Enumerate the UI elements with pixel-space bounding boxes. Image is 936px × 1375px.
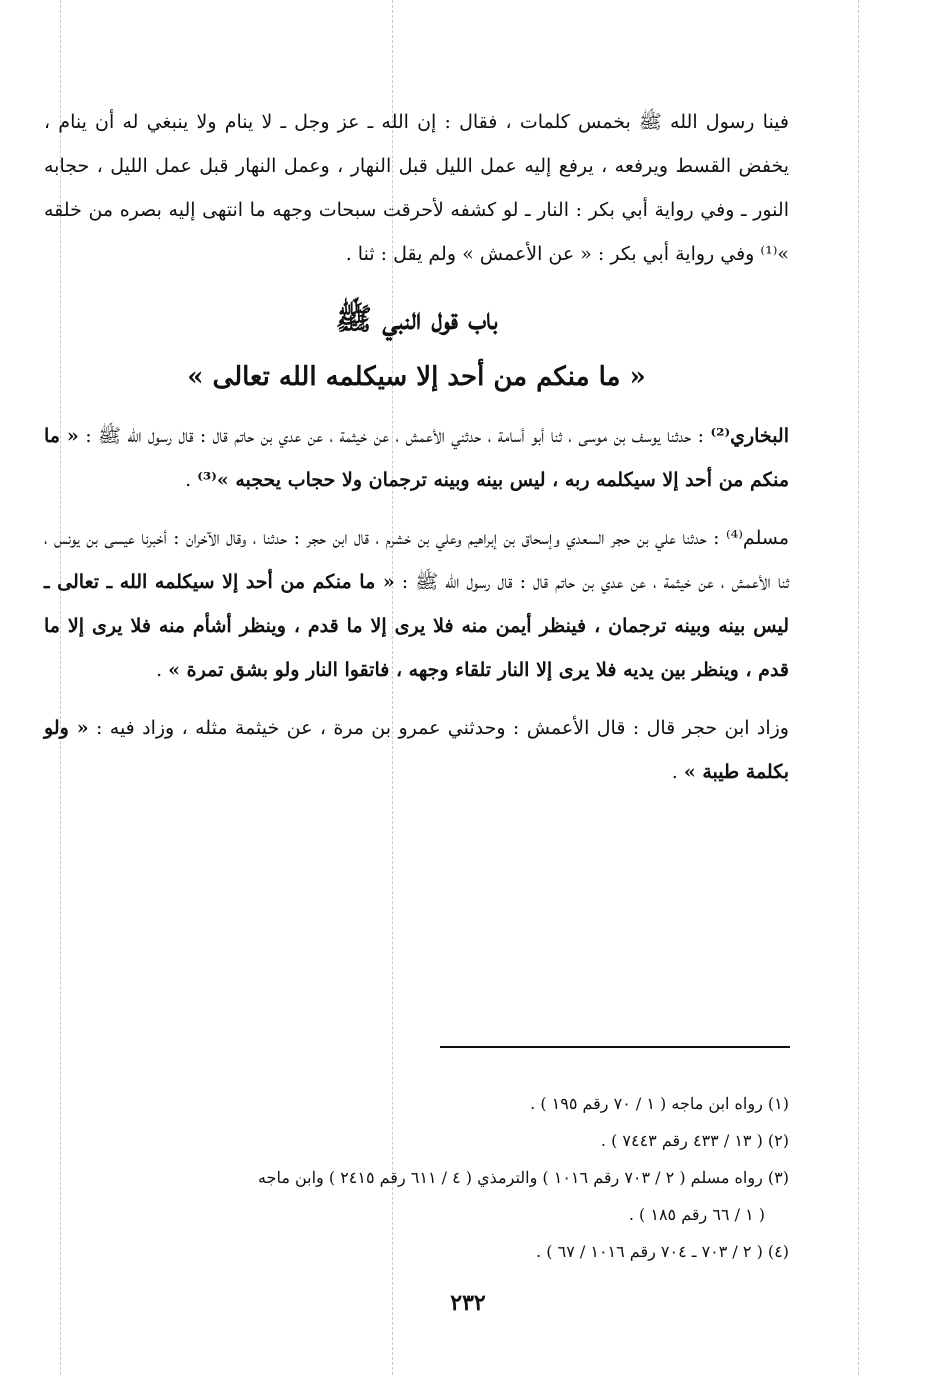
muslim-chain: : حدثنا علي بن حجر السعدي وإسحاق بن إبراهيم وعلي بن خشرم ، قال ابن حجر : حدثنا ، وقال الآخران : أخبرنا عيسى بن يونس ، ثنا الأعمش ، عن خيثمة ، عن عدي بن حاتم قال : قال رسول الله ﷺ :	[44, 527, 789, 593]
footnote-divider	[440, 1046, 790, 1048]
source-muslim: مسلم⁽⁴⁾	[725, 527, 789, 549]
muslim-end: .	[156, 659, 169, 681]
addition-end: .	[671, 761, 684, 783]
footnote-3-continuation: ( ١ / ٦٦ رقم ١٨٥ ) .	[628, 1205, 765, 1224]
source-bukhari: البخاري⁽²⁾	[710, 425, 789, 447]
bukhari-end: .	[185, 469, 198, 491]
page-body	[44, 100, 789, 808]
paragraph-1-text: فينا رسول الله ﷺ بخمس كلمات ، فقال : إن الله ـ عز وجل ـ لا ينام ولا ينبغي له أن ينام ، يخفض القسط ويرفعه ، يرفع إليه عمل الليل قبل النهار ، وعمل النهار قبل عمل الليل ، حجابه النور ـ وفي رواية أبي بكر : النار ـ لو كشفه لأحرقت سبحات وجهه ما انتهى إليه بصره من خلقه »⁽¹⁾ وفي رواية أبي بكر : « عن الأعمش » ولم يقل : ثنا .	[44, 111, 789, 265]
addition-text: وزاد ابن حجر قال : قال الأعمش : وحدثني عمرو بن مرة ، عن خيثمة مثله ، وزاد فيه :	[88, 717, 789, 739]
footnote-4: (٤) ( ٢ / ٧٠٣ ـ ٧٠٤ رقم ١٠١٦ / ٦٧ ) .	[536, 1242, 789, 1261]
paragraph-muslim	[44, 516, 789, 692]
paragraph-addition	[44, 706, 789, 794]
footnote-2: (٢) ( ١٣ / ٤٣٣ رقم ٧٤٤٣ ) .	[600, 1131, 789, 1150]
paragraph-hadith-continuation	[44, 100, 789, 276]
paragraph-bukhari	[44, 414, 789, 502]
footnotes	[44, 1085, 789, 1270]
footnote-3: (٣) رواه مسلم ( ٢ / ٧٠٣ رقم ١٠١٦ ) والترمذي ( ٤ / ٦١١ رقم ٢٤١٥ ) وابن ماجه	[257, 1168, 789, 1187]
page-number: ٢٣٢	[450, 1290, 486, 1316]
chapter-subtitle: « ما منكم من أحد إلا سيكلمه الله تعالى »	[187, 362, 646, 392]
scan-fold-line-right	[858, 0, 859, 1375]
bukhari-quote: « ما منكم من أحد إلا سيكلمه ربه ، ليس بينه وبينه ترجمان ولا حجاب يحجبه »⁽³⁾	[44, 425, 789, 491]
muslim-quote: « ما منكم من أحد إلا سيكلمه الله ـ تعالى ـ ليس بينه وبينه ترجمان ، فينظر أيمن منه فلا يرى إلا ما قدم ، وينظر أشأم منه فلا يرى إلا ما قدم ، وينظر بين يديه فلا يرى إلا النار تلقاء وجهه ، فاتقوا النار ولو بشق تمرة »	[44, 571, 789, 681]
bukhari-chain: : حدثنا يوسف بن موسى ، ثنا أبو أسامة ، حدثني الأعمش ، عن خيثمة ، عن عدي بن حاتم قال : قال رسول الله ﷺ :	[78, 425, 711, 447]
addition-quote: « ولو بكلمة طيبة »	[44, 717, 789, 783]
chapter-title: باب قول النبي ﷺ	[335, 302, 498, 337]
footnote-1: (١) رواه ابن ماجه ( ١ / ٧٠ رقم ١٩٥ ) .	[530, 1094, 789, 1113]
